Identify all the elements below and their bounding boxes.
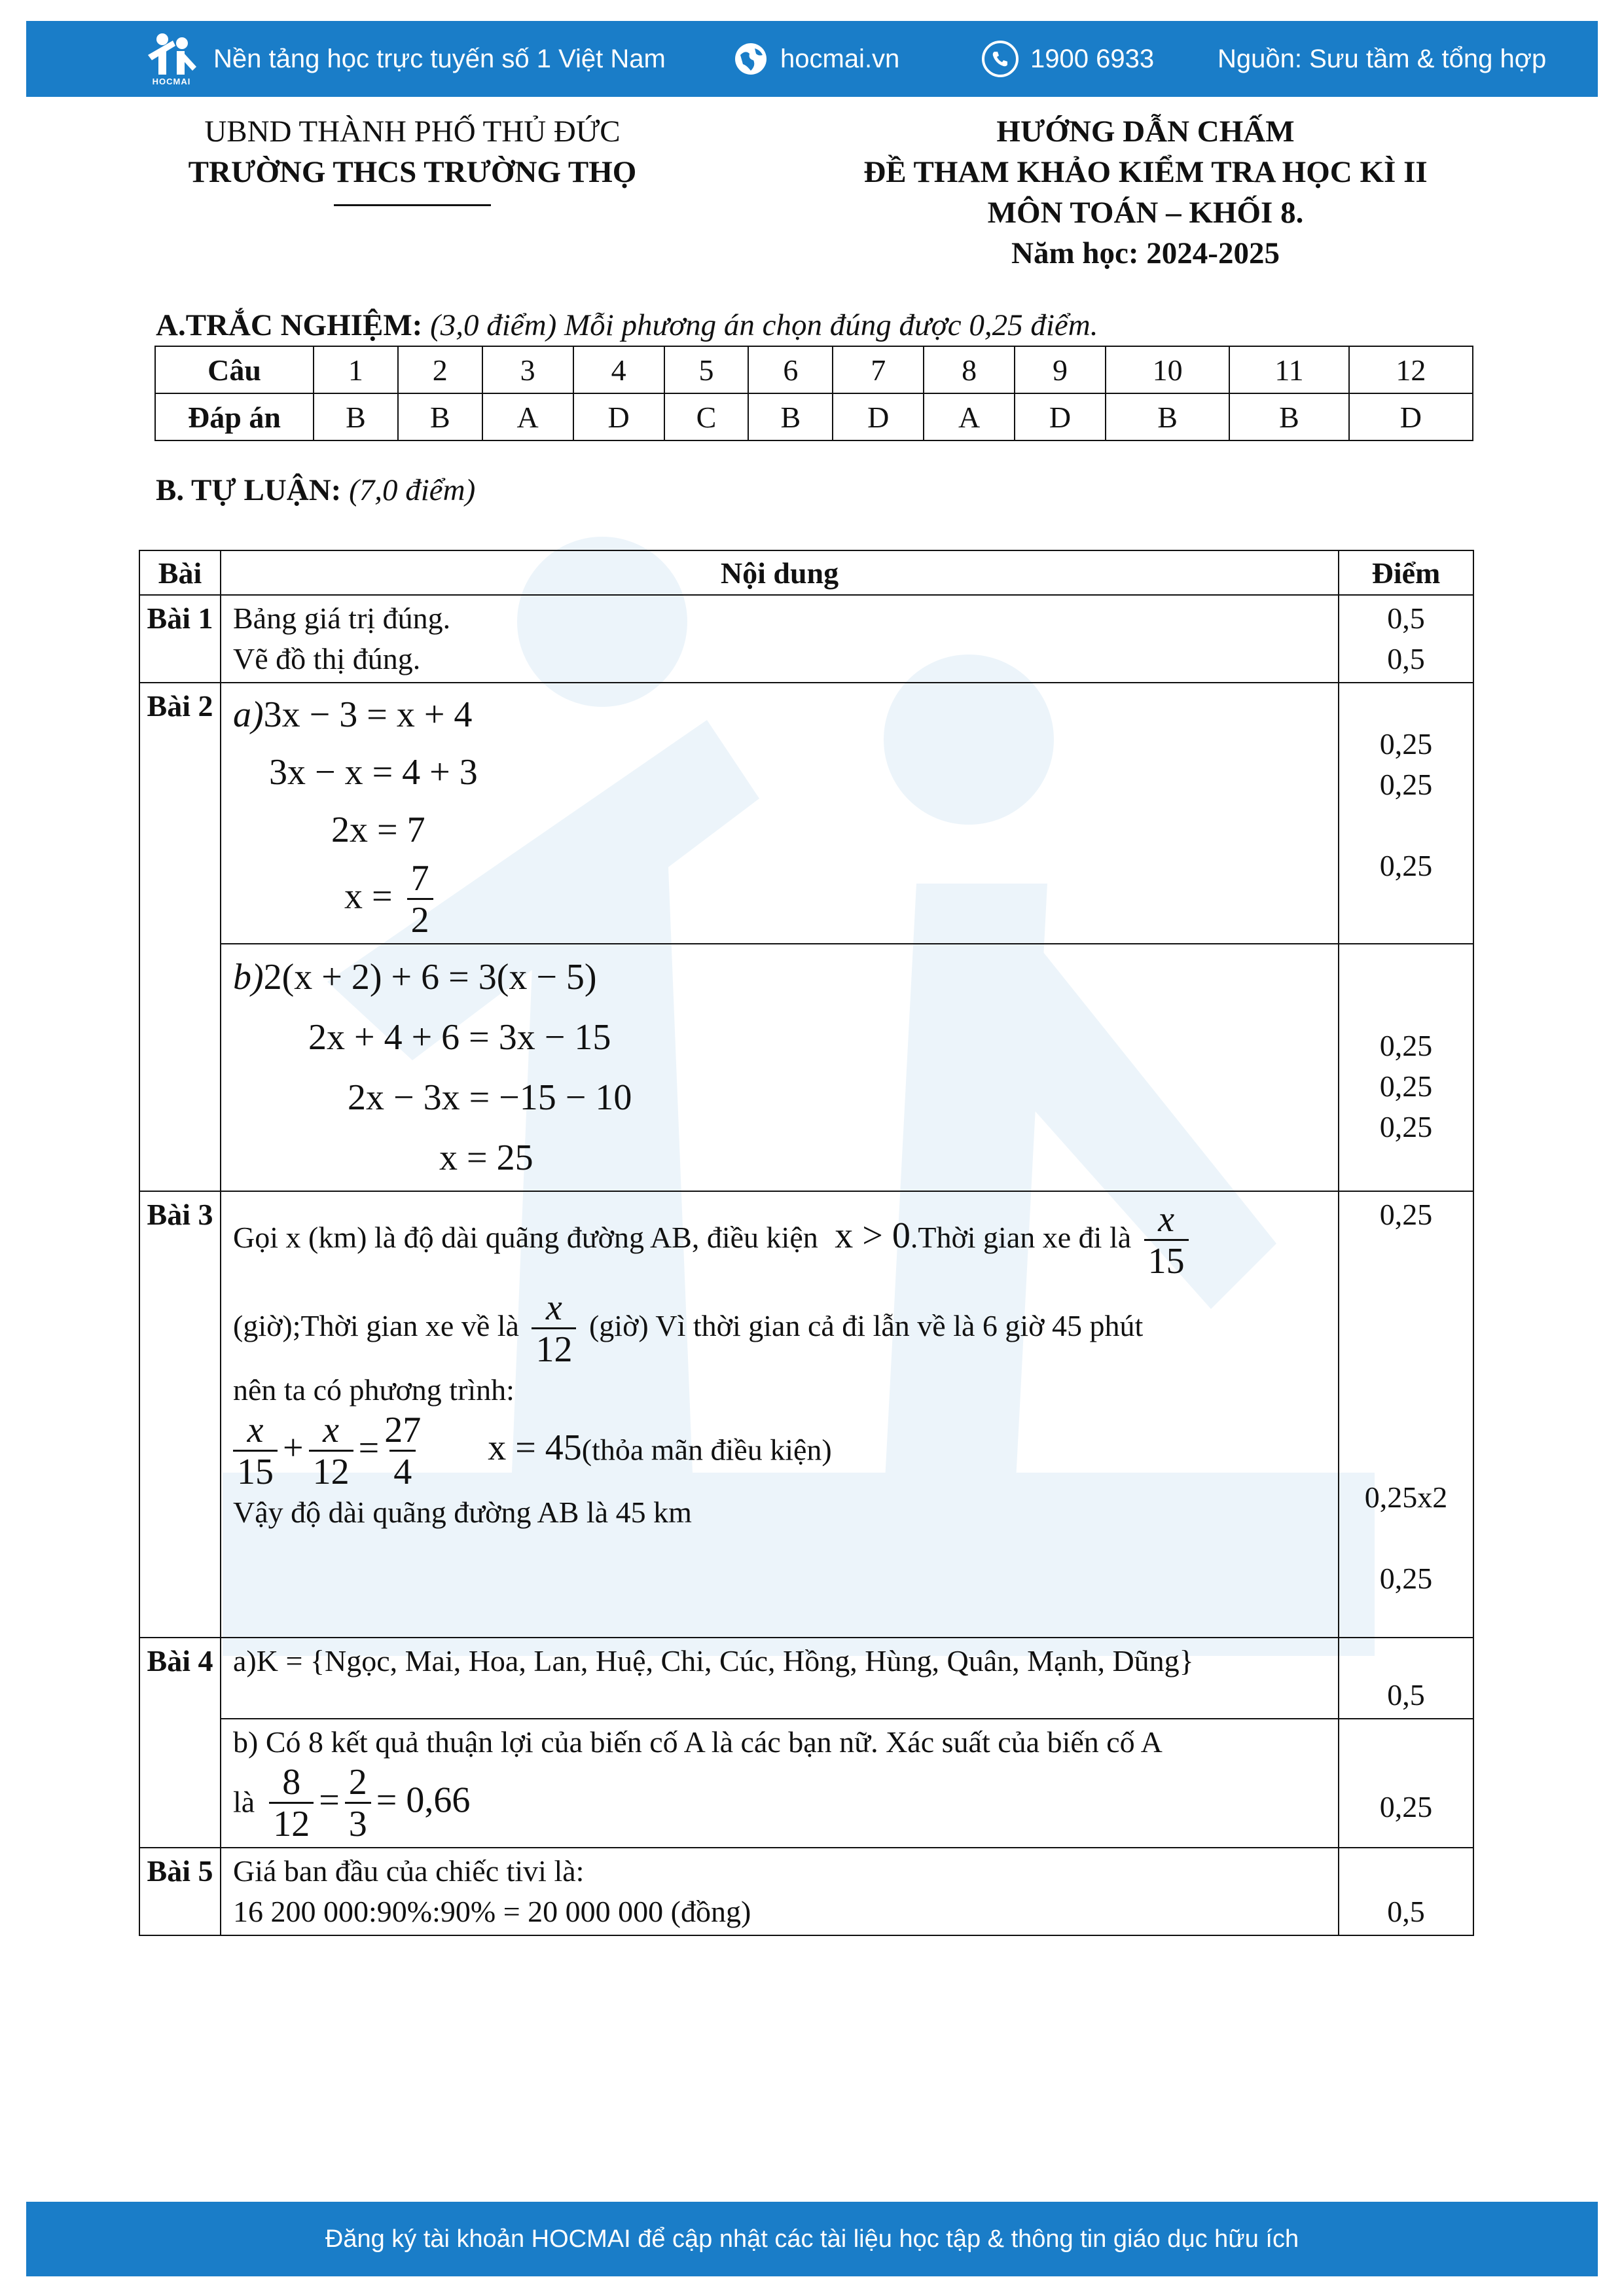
bai4a-content <box>221 1638 1339 1719</box>
question-header: Câu <box>155 346 314 393</box>
logo-wordmark: HOCMAI <box>152 77 191 86</box>
bai5-row <box>139 1848 1473 1935</box>
bai3-fraction-go <box>1144 1200 1189 1282</box>
bai3-eq-frac-b <box>309 1410 353 1492</box>
bai2b-eq2: 2x + 4 + 6 = 3x − 15 <box>308 1017 611 1058</box>
bai2a-eq2: 3x − x = 4 + 3 <box>269 752 478 793</box>
district-name: UBND THÀNH PHỐ THỦ ĐỨC <box>204 115 621 149</box>
bai5-score: 0,5 <box>1387 1895 1425 1928</box>
bai3-line2 <box>233 1288 1326 1370</box>
brand-block <box>144 21 666 97</box>
section-b-title: B. TỰ LUẬN: <box>156 473 342 507</box>
bai3-text1: Gọi x (km) là độ dài quãng đường AB, điều kiện <box>233 1221 818 1255</box>
table-header-row <box>139 550 1473 595</box>
answer-cell: B <box>314 393 398 440</box>
fraction-denominator: 2 <box>407 898 433 941</box>
bai3-text5: nên ta có phương trình: <box>233 1373 514 1407</box>
exam-header <box>812 111 1479 274</box>
question-cell: 1 <box>314 346 398 393</box>
bai4b-formula: là $\frac{8}{12}$ = $\frac{2}{3}$ = 0,66 <box>233 1762 471 1844</box>
bai5-content <box>221 1848 1339 1935</box>
section-a-note: (3,0 điểm) Mỗi phương án chọn đúng được 0,25 điểm. <box>430 308 1098 342</box>
bai4b-frac-2 <box>345 1763 371 1844</box>
answer-cell: D <box>1349 393 1473 440</box>
bai1-row <box>139 595 1473 683</box>
bai4b-row <box>139 1719 1473 1848</box>
bai3-eq-frac-c <box>384 1410 421 1492</box>
fraction-denominator: 12 <box>532 1327 576 1370</box>
question-cell: 2 <box>398 346 482 393</box>
question-row <box>155 346 1473 393</box>
fraction-numerator: x <box>546 1287 562 1328</box>
answer-cell: C <box>664 393 749 440</box>
bai3-row <box>139 1191 1473 1638</box>
answer-row <box>155 393 1473 440</box>
answer-cell: B <box>1229 393 1349 440</box>
bai4-label: Bài 4 <box>139 1638 221 1848</box>
answer-cell: A <box>482 393 573 440</box>
bai2a-eq1: 3x − 3 = x + 4 <box>263 694 473 735</box>
bai3-eq-frac-a <box>233 1410 278 1492</box>
question-cell: 9 <box>1015 346 1106 393</box>
bai2b-eq3: 2x − 3x = −15 − 10 <box>348 1077 632 1118</box>
source-text: Nguồn: Sưu tầm & tổng hợp <box>1218 44 1547 73</box>
bai2a-fraction <box>407 859 433 941</box>
bai3-line1 <box>233 1200 1326 1282</box>
bai2b-prefix: b) <box>233 957 264 997</box>
question-cell: 6 <box>748 346 833 393</box>
bai3-conclusion: Vậy độ dài quãng đường AB là 45 km <box>233 1496 692 1529</box>
footer-cta-text[interactable]: Đăng ký tài khoản HOCMAI để cập nhật các tài liệu học tập & thông tin giáo dục hữu ích <box>325 2225 1299 2253</box>
bai4a-scores <box>1339 1638 1473 1719</box>
bai5-scores <box>1339 1848 1473 1935</box>
source-block <box>1218 21 1546 97</box>
bai3-label: Bài 3 <box>139 1191 221 1638</box>
fraction-numerator: x <box>247 1410 264 1450</box>
bai3-score1: 0,25 <box>1379 1198 1433 1231</box>
slogan-text: Nền tảng học trực tuyến số 1 Việt Nam <box>213 44 666 73</box>
hocmai-logo <box>144 31 199 86</box>
bai1-score2: 0,5 <box>1387 642 1425 675</box>
bai4b-text: b) Có 8 kết quả thuận lợi của biến cố A là các bạn nữ. Xác suất của biến cố A <box>233 1725 1163 1759</box>
fraction-denominator: 12 <box>269 1802 314 1844</box>
question-cell: 12 <box>1349 346 1473 393</box>
bai2a-prefix: a) <box>233 694 264 735</box>
fraction-numerator: 7 <box>410 858 429 899</box>
answer-cell: D <box>1015 393 1106 440</box>
subject-title: MÔN TOÁN – KHỐI 8. <box>987 196 1304 230</box>
fraction-denominator: 15 <box>233 1450 278 1492</box>
question-cell: 11 <box>1229 346 1349 393</box>
question-cell: 4 <box>573 346 664 393</box>
answer-cell: B <box>748 393 833 440</box>
bai4b-scores <box>1339 1719 1473 1848</box>
col-header-diem: Điểm <box>1339 550 1473 595</box>
bai2b-row <box>139 944 1473 1191</box>
question-cell: 5 <box>664 346 749 393</box>
essay-grading-table <box>139 550 1474 1936</box>
bai4a-score: 0,5 <box>1387 1678 1425 1712</box>
bai3-text4: (giờ) Vì thời gian cả đi lẫn về là 6 giờ 45 phút <box>588 1309 1144 1343</box>
bai5-line2: 16 200 000:90%:90% = 20 000 000 (đồng) <box>233 1895 751 1928</box>
col-header-noi-dung: Nội dung <box>221 550 1339 595</box>
section-b-heading <box>156 473 475 508</box>
globe-icon <box>733 41 768 77</box>
bai2a-line1 <box>233 686 1326 744</box>
phone-block[interactable] <box>982 21 1154 97</box>
bai2a-row <box>139 683 1473 944</box>
school-name: TRƯỜNG THCS TRƯỜNG THỌ <box>188 155 637 189</box>
bai3-equation: $\frac{x}{15}$ + $\frac{x}{12}$ = $\frac{27}{4}$ x = 45(thỏa mãn điều kiện) <box>233 1410 1326 1492</box>
bai2a-content <box>221 683 1339 944</box>
bai2b-scores <box>1339 944 1473 1191</box>
school-year: Năm học: 2024-2025 <box>1011 236 1280 270</box>
bai3-scores <box>1339 1191 1473 1638</box>
bai1-scores <box>1339 595 1473 683</box>
bai2a-scores <box>1339 683 1473 944</box>
bai2b-score1: 0,25 <box>1379 1029 1433 1062</box>
bai2b-score3: 0,25 <box>1379 1110 1433 1143</box>
doc-title: HƯỚNG DẪN CHẤM <box>996 115 1295 149</box>
bai1-line2: Vẽ đồ thị đúng. <box>233 642 421 675</box>
phone-number[interactable]: 1900 6933 <box>1030 44 1155 73</box>
answer-cell: D <box>833 393 924 440</box>
question-cell: 8 <box>924 346 1015 393</box>
fraction-denominator: 12 <box>309 1450 353 1492</box>
bai2a-score1: 0,25 <box>1379 727 1433 761</box>
bai3-solution-note: (thỏa mãn điều kiện) <box>581 1433 832 1467</box>
bai4b-frac-1 <box>269 1763 314 1844</box>
bai3-text3: (giờ);Thời gian xe về là <box>233 1309 519 1343</box>
question-cell: 10 <box>1106 346 1229 393</box>
bai3-text2: .Thời gian xe đi là <box>910 1221 1132 1255</box>
website-link[interactable]: hocmai.vn <box>780 44 900 73</box>
school-header <box>131 111 694 206</box>
bai4b-result: = 0,66 <box>376 1780 471 1821</box>
fraction-denominator: 3 <box>345 1802 371 1844</box>
bai3-score3: 0,25 <box>1379 1562 1433 1595</box>
fraction-numerator: x <box>1158 1199 1175 1240</box>
multiple-choice-table <box>154 346 1473 441</box>
bai4b-score: 0,25 <box>1379 1790 1433 1823</box>
fraction-numerator: 27 <box>384 1410 422 1450</box>
top-banner <box>26 21 1598 97</box>
bai2a-score3: 0,25 <box>1379 849 1433 882</box>
bai2-label: Bài 2 <box>139 683 221 1191</box>
bai2b-eq1: 2(x + 2) + 6 = 3(x − 5) <box>263 957 597 997</box>
section-a-heading <box>156 308 1098 343</box>
answer-cell: D <box>573 393 664 440</box>
bai1-score1: 0,5 <box>1387 601 1425 635</box>
bai1-line1: Bảng giá trị đúng. <box>233 601 451 635</box>
bai3-solution: x = 45 <box>488 1427 582 1469</box>
bai4a-text: a)K = {Ngọc, Mai, Hoa, Lan, Huệ, Chi, Cúc, Hồng, Hùng, Quân, Mạnh, Dũng} <box>233 1644 1194 1677</box>
bai5-line1: Giá ban đầu của chiếc tivi là: <box>233 1854 585 1888</box>
bai3-fraction-back <box>532 1288 576 1370</box>
bai4b-la: là <box>233 1785 255 1819</box>
bai2a-score2: 0,25 <box>1379 768 1433 801</box>
fraction-numerator: x <box>323 1410 340 1450</box>
section-a-title: A.TRẮC NGHIỆM: <box>156 308 423 342</box>
fraction-denominator: 4 <box>389 1450 416 1492</box>
phone-icon <box>982 41 1019 77</box>
question-cell: 3 <box>482 346 573 393</box>
bai2b-content <box>221 944 1339 1191</box>
bai4a-row <box>139 1638 1473 1719</box>
website-block[interactable] <box>733 21 899 97</box>
exam-title: ĐỀ THAM KHẢO KIỂM TRA HỌC KÌ II <box>863 155 1428 189</box>
bai2a-eq4-lhs: x = <box>344 876 393 917</box>
header-divider <box>334 204 491 206</box>
bai1-label: Bài 1 <box>139 595 221 683</box>
bai4b-content <box>221 1719 1339 1848</box>
bai5-label: Bài 5 <box>139 1848 221 1935</box>
fraction-numerator: 2 <box>348 1762 367 1803</box>
question-cell: 7 <box>833 346 924 393</box>
answer-cell: A <box>924 393 1015 440</box>
fraction-denominator: 15 <box>1144 1239 1189 1282</box>
bai2b-eq4: x = 25 <box>439 1138 533 1178</box>
bai3-score2: 0,25x2 <box>1364 1480 1448 1514</box>
bai2a-line4 <box>233 859 1326 941</box>
answer-cell: B <box>398 393 482 440</box>
bai1-content <box>221 595 1339 683</box>
col-header-bai: Bài <box>139 550 221 595</box>
bai2b-line1 <box>233 947 1326 1007</box>
fraction-numerator: 8 <box>282 1762 301 1803</box>
answer-header: Đáp án <box>155 393 314 440</box>
bai2a-eq3: 2x = 7 <box>331 810 425 850</box>
bottom-banner[interactable] <box>26 2202 1598 2276</box>
section-b-note: (7,0 điểm) <box>349 473 476 507</box>
answer-cell: B <box>1106 393 1229 440</box>
bai3-content <box>221 1191 1339 1638</box>
bai3-condition: x > 0 <box>835 1215 911 1257</box>
bai2b-score2: 0,25 <box>1379 1069 1433 1103</box>
